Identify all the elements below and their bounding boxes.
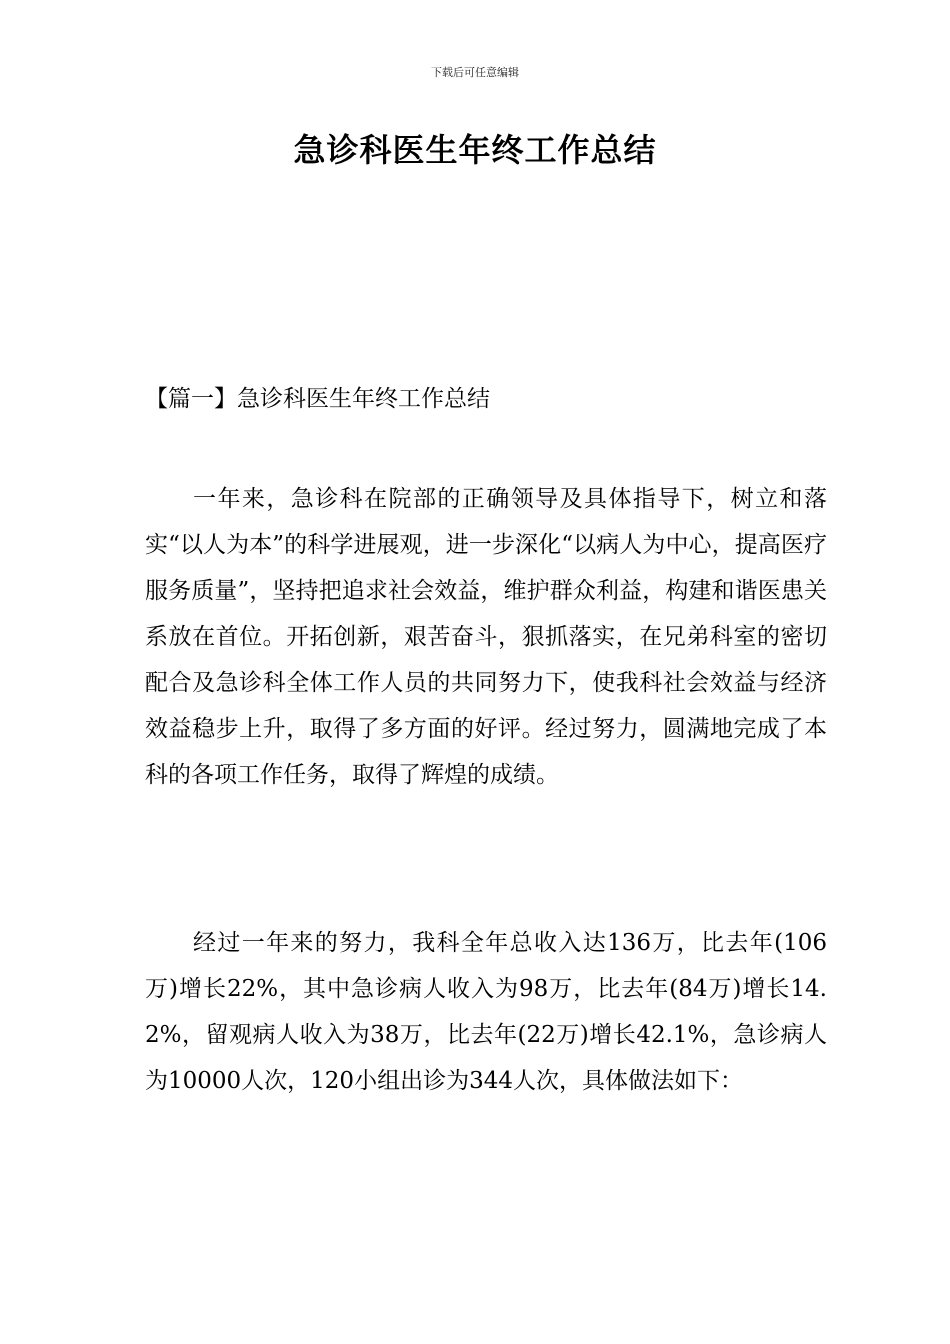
section-heading: 【篇一】急诊科医生年终工作总结 [145,386,490,412]
header-note: 下载后可任意编辑 [431,66,519,79]
body-paragraph-2: 经过一年来的努力，我科全年总收入达136万，比去年(106万)增长22%，其中急诊病人收入为98万，比去年(84万)增长14.2%，留观病人收入为38万，比去年(22万)增长42.1%，急诊病人为10000人次，120小组出诊为344人次，具体做法如下： [145,930,827,1094]
document-title: 急诊科医生年终工作总结 [293,131,657,169]
body-paragraph-1: 一年来，急诊科在院部的正确领导及具体指导下，树立和落实“以人为本”的科学进展观，进一步深化“以病人为中心，提高医疗服务质量”，坚持把追求社会效益，维护群众利益，构建和谐医患关系放在首位。开拓创新，艰苦奋斗，狠抓落实，在兄弟科室的密切配合及急诊科全体工作人员的共同努力下，使我科社会效益与经济效益稳步上升，取得了多方面的好评。经过努力，圆满地完成了本科的各项工作任务，取得了辉煌的成绩。 [145,486,827,788]
